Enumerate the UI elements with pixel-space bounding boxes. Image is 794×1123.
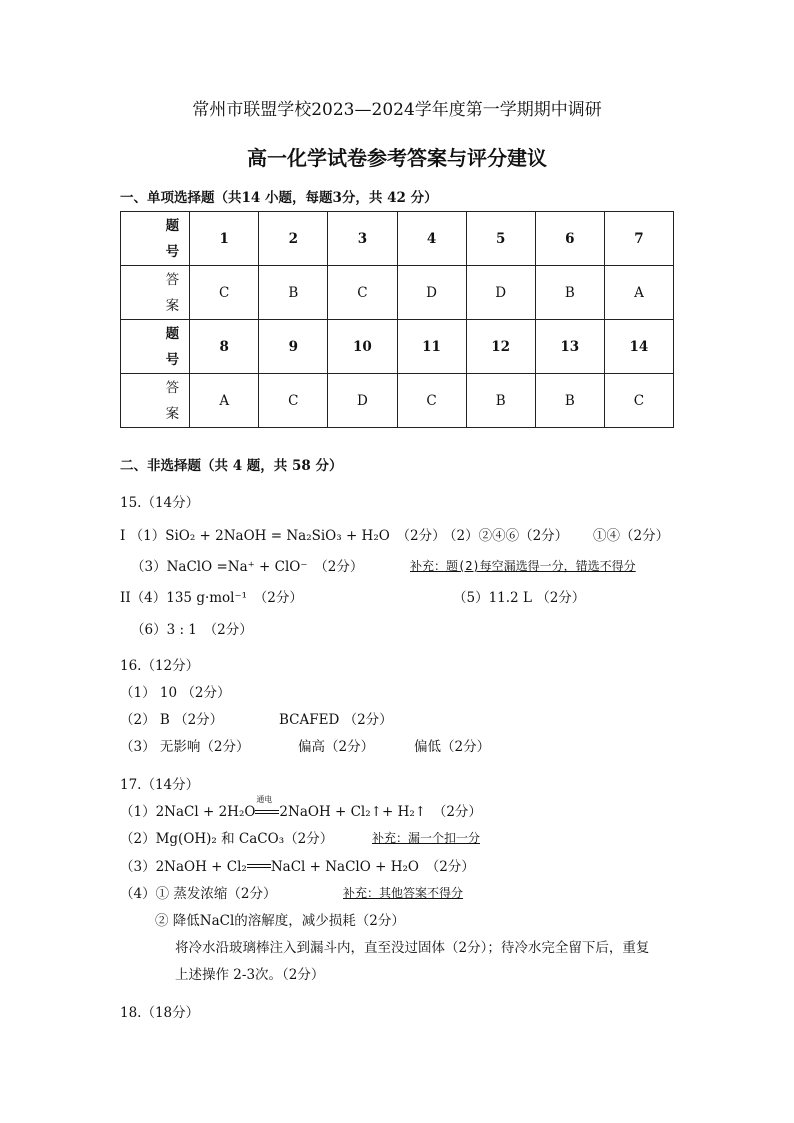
table-row <box>121 266 674 320</box>
q17-title: 17.（14分） <box>120 777 200 793</box>
question-number: 1 <box>190 212 259 266</box>
q16-answer-3c: 偏低（2分） <box>414 739 491 755</box>
equals-sign <box>247 857 271 871</box>
q16-title: 16.（12分） <box>120 658 200 674</box>
table-row <box>121 212 674 266</box>
q15-answer-4: II（4）135 g·mol⁻¹ （2分） <box>120 590 303 606</box>
question-number: 7 <box>604 212 673 266</box>
q17-answer-7: 上述操作 2-3次。（2分） <box>175 967 325 983</box>
question-number: 9 <box>259 320 328 374</box>
answer-value: C <box>259 374 328 428</box>
q17-note-2: 补充：漏一个扣一分 <box>372 831 481 845</box>
equilibrium-sign: 通电 <box>255 802 279 816</box>
section2-heading: 二、非选择题（共 4 题，共 58 分） <box>120 458 343 474</box>
q15-note: 补充：题(2)每空漏选得一分，错选不得分 <box>410 559 636 573</box>
q17-note-4: 补充：其他答案不得分 <box>343 886 464 900</box>
q15-answer-5: （5）11.2 L （2分） <box>453 590 586 606</box>
q17-answer-3: （3）2NaOH + Cl₂ NaCl + NaClO + H₂O （2分） <box>120 859 475 875</box>
answer-value: B <box>466 374 535 428</box>
q17-answer-6: 将冷水沿玻璃棒注入到漏斗内，直至没过固体（2分）；待冷水完全留下后，重复 <box>175 940 650 956</box>
answer-label-cell: 答 案 <box>121 374 190 428</box>
q17-answer-2: （2）Mg(OH)₂ 和 CaCO₃（2分） <box>120 831 334 847</box>
q16-answer-2: （2） B （2分） <box>120 712 224 728</box>
answer-value: A <box>190 374 259 428</box>
answer-value: D <box>397 266 466 320</box>
question-label-cell: 题 号 <box>121 320 190 374</box>
q17-answer-1: （1）2NaCl + 2H₂O 通电 2NaOH + Cl₂↑+ H₂↑ （2分） <box>120 795 482 820</box>
question-number: 3 <box>328 212 397 266</box>
q15-answer-6: （6）3 : 1 （2分） <box>131 622 253 638</box>
question-number: 14 <box>604 320 673 374</box>
answer-value: B <box>535 266 604 320</box>
question-number: 12 <box>466 320 535 374</box>
answer-value: C <box>190 266 259 320</box>
answer-value: D <box>466 266 535 320</box>
question-number: 11 <box>397 320 466 374</box>
q15-answer-1: I （1）SiO₂ + 2NaOH = Na₂SiO₃ + H₂O （2分） <box>120 528 446 544</box>
question-number: 8 <box>190 320 259 374</box>
q16-answer-3: （3） 无影响（2分） <box>120 739 250 755</box>
q15-answer-3: （3）NaClO =Na⁺ + ClO⁻ （2分） <box>131 559 364 575</box>
answer-value: B <box>259 266 328 320</box>
table-row <box>121 320 674 374</box>
exam-title: 常州市联盟学校2023—2024学年度第一学期期中调研 <box>192 100 602 120</box>
question-number: 5 <box>466 212 535 266</box>
q15-answer-2b: ①④（2分） <box>593 528 670 544</box>
answer-value: D <box>328 374 397 428</box>
question-label-cell: 题 号 <box>121 212 190 266</box>
question-number: 13 <box>535 320 604 374</box>
answer-value: C <box>397 374 466 428</box>
answer-label-cell: 答 案 <box>121 266 190 320</box>
table-row <box>121 374 674 428</box>
question-number: 2 <box>259 212 328 266</box>
question-number: 4 <box>397 212 466 266</box>
q18-title: 18.（18分） <box>120 1005 200 1021</box>
question-number: 6 <box>535 212 604 266</box>
answer-value: A <box>604 266 673 320</box>
answer-value: C <box>328 266 397 320</box>
question-number: 10 <box>328 320 397 374</box>
q16-answer-1: （1） 10 （2分） <box>120 685 231 701</box>
q16-answer-3b: 偏高（2分） <box>298 739 375 755</box>
q15-answer-2: （2）②④⑥（2分） <box>443 528 569 544</box>
section1-heading: 一、单项选择题（共14 小题，每题3分，共 42 分） <box>120 190 438 206</box>
q17-answer-5: ② 降低NaCl的溶解度，减少损耗（2分） <box>155 913 405 929</box>
answer-table <box>120 211 674 428</box>
q17-answer-4: （4）① 蒸发浓缩（2分） <box>120 886 277 902</box>
answer-key-title: 高一化学试卷参考答案与评分建议 <box>247 146 547 170</box>
q15-title: 15.（14分） <box>120 495 200 511</box>
answer-value: B <box>535 374 604 428</box>
answer-value: C <box>604 374 673 428</box>
q16-answer-2b: BCAFED （2分） <box>279 712 393 728</box>
